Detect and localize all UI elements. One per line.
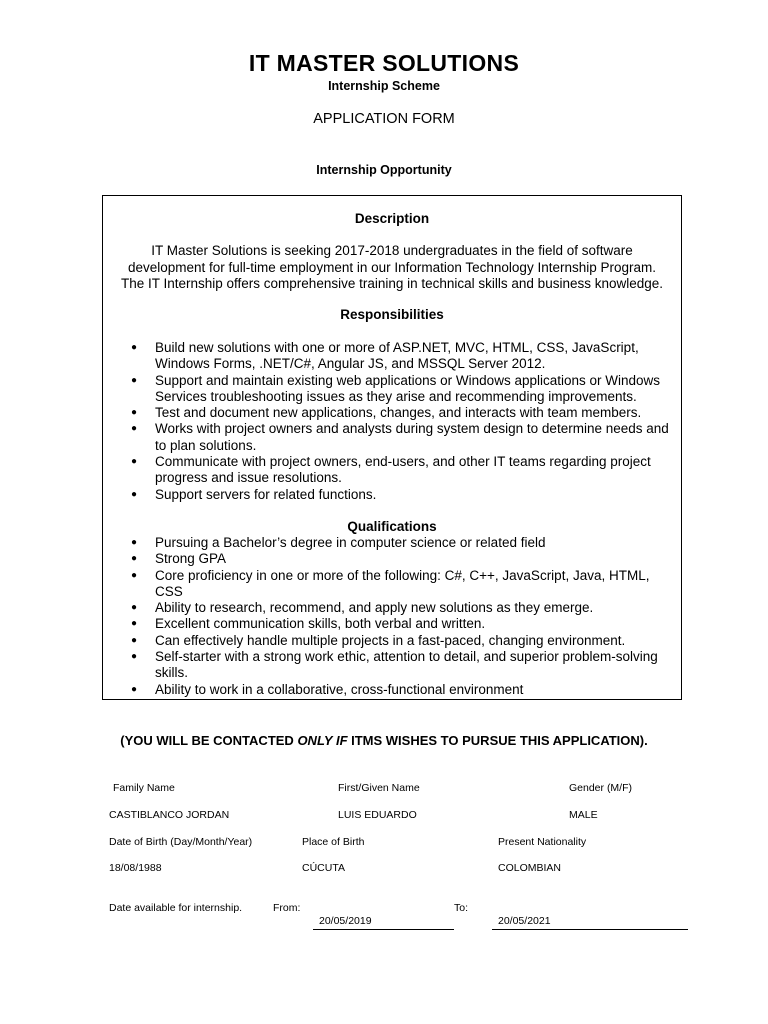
- to-label: To:: [454, 902, 469, 914]
- notice-text: (YOU WILL BE CONTACTED: [120, 733, 298, 748]
- list-item: ● Can effectively handle multiple projects in a fast-paced, changing environment.: [131, 633, 676, 649]
- list-item: ● Pursuing a Bachelor’s degree in computer science or related field: [131, 535, 676, 551]
- description-line: development for full-time employment in our Information Technology Internship Program.: [127, 259, 656, 275]
- list-item: ● Build new solutions with one or more of ASP.NET, MVC, HTML, CSS, JavaScript, Windows Forms, .NET/C#, Angular JS, and MSSQL Server 2012.: [131, 340, 676, 373]
- list-item: ● Core proficiency in one or more of the following: C#, C++, JavaScript, Java, HTML, CSS: [131, 568, 676, 601]
- description-line: The IT Internship offers comprehensive training in technical skills and business knowledge.: [120, 276, 664, 291]
- given-name-value: LUIS EDUARDO: [338, 809, 417, 821]
- notice-text: ITMS WISHES TO PURSUE THIS APPLICATION).: [347, 733, 648, 748]
- from-date-field: 20/05/2019: [313, 915, 454, 930]
- qualifications-heading: Qualifications: [347, 519, 437, 534]
- from-label: From:: [273, 902, 301, 914]
- list-item: ● Self-starter with a strong work ethic, attention to detail, and superior problem-solving skills.: [131, 649, 676, 682]
- description-text: [102, 243, 682, 293]
- dob-value: 18/08/1988: [109, 862, 162, 874]
- notice-emphasis: ONLY IF: [297, 733, 348, 748]
- list-item: ● Support servers for related functions.: [131, 487, 676, 503]
- dob-label: Date of Birth (Day/Month/Year): [109, 836, 253, 848]
- responsibilities-list: [131, 340, 676, 503]
- form-title: APPLICATION FORM: [313, 111, 455, 127]
- opportunity-title: Internship Opportunity: [316, 163, 452, 177]
- given-name-label: First/Given Name: [338, 782, 420, 794]
- nationality-label: Present Nationality: [498, 836, 587, 848]
- pob-value: CÚCUTA: [302, 862, 345, 874]
- description-heading: Description: [354, 211, 430, 226]
- qualifications-list: [131, 535, 676, 698]
- nationality-value: COLOMBIAN: [498, 862, 562, 874]
- contact-notice: [0, 733, 768, 748]
- list-item: ● Ability to work in a collaborative, cross-functional environment: [131, 682, 676, 698]
- list-item: ● Excellent communication skills, both verbal and written.: [131, 616, 676, 632]
- list-item: ● Ability to research, recommend, and apply new solutions as they emerge.: [131, 600, 676, 616]
- to-date-field: 20/05/2021: [492, 915, 688, 930]
- family-name-value: CASTIBLANCO JORDAN: [109, 809, 230, 821]
- list-item: ● Support and maintain existing web applications or Windows applications or Windows Services troubleshooting issues as they arise and recommending improvements.: [131, 373, 676, 406]
- company-title: IT MASTER SOLUTIONS: [248, 50, 520, 76]
- pob-label: Place of Birth: [302, 836, 365, 848]
- availability-label: Date available for internship.: [109, 902, 243, 914]
- gender-value: MALE: [569, 809, 598, 821]
- list-item: ● Test and document new applications, changes, and interacts with team members.: [131, 405, 676, 421]
- description-line: IT Master Solutions is seeking 2017-2018 undergraduates in the field of software: [151, 243, 633, 258]
- list-item: ● Strong GPA: [131, 551, 676, 567]
- family-name-label: Family Name: [113, 782, 175, 794]
- scheme-subtitle: Internship Scheme: [328, 79, 440, 93]
- gender-label: Gender (M/F): [569, 782, 633, 794]
- list-item: ● Works with project owners and analysts during system design to determine needs and to plan solutions.: [131, 421, 676, 454]
- responsibilities-heading: Responsibilities: [340, 307, 444, 322]
- list-item: ● Communicate with project owners, end-users, and other IT teams regarding project progress and issue resolutions.: [131, 454, 676, 487]
